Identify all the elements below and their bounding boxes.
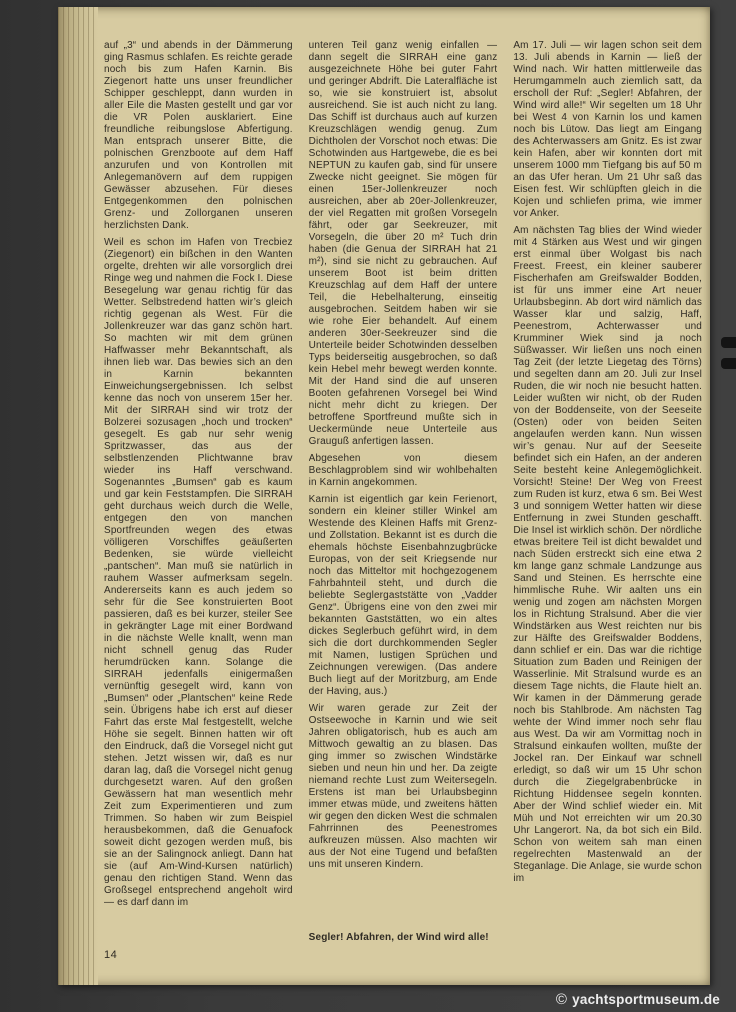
copyright-icon: ©	[555, 991, 568, 1008]
paragraph: Segler! Abfahren, der Wind wird alle!	[308, 932, 489, 943]
paragraph: Abgesehen von diesem Beschlagproblem sind wir wohlbehalten in Karnin angekommen.	[308, 453, 498, 488]
paragraph: Am 17. Juli — wir lagen schon seit dem 13. Juli abends in Karnin — ließ der Wind nach. Wir hatten mittlerweile das Herumgammeln auch ziemlich satt, da erscholl der Ruf: „Segler! Abfahren, der Wind wird alle!“ Wir segelten um 18 Uhr bei West 4 von Karnin los und kamen noch bis Lütow. Das liegt am Eingang des Achterwassers am Gnitz. Es ist zwar kein Hafen, aber wir konnten dort mit unserem 1000 mm Tiefgang bis auf 50 m an das Ufer heran. Um 21 Uhr saß das Eisen fest. Wir schlüpften gleich in die Kojen und schliefen prima, wie immer vor Anker.	[513, 40, 702, 219]
scan-edge-mark	[721, 337, 736, 348]
paragraph: auf „3“ und abends in der Dämmerung ging Rasmus schlafen. Es reichte gerade noch bis zum Hafen Karnin. Bis Ziegenort hatte uns unser freundlicher Schipper geschleppt, dann wurden in aller Eile die Masten gestellt und gar vor die VR Polen ausklariert. Eine freundliche reibungslose Abfertigung. Man entsprach unserer Bitte, die polnischen Grenzboote auf dem Haff anzurufen und von Kontrollen mit Anlegemanövern auf dem ruppigen Gewässer abzusehen. Für dieses Entgegenkommen den polnischen Grenz- und Zollorganen unseren herzlichsten Dank.	[104, 40, 293, 231]
watermark	[556, 992, 720, 1007]
paragraph: Weil es schon im Hafen von Trecbiez (Ziegenort) ein bißchen in den Wanten orgelte, drehten wir alle vorsorglich drei Ringe weg und nahmen die Fock I. Diese Besegelung war genau richtig für das Wetter. Selbstredend hatten wir’s gleich richtig gegenan als West. Für die Jollenkreuzer war das ganz schön hart. So machten wir mit dem grünen Haffwasser mehr Bekanntschaft, als ihnen lieb war. Das bewies sich an den in Karnin bekannten Einweichungsergebnissen. Ich selbst kenne das noch von unserem 15er her. Mit der SIRRAH sind wir trotz der Bolzerei sozusagen „hoch und trocken“ gesegelt. Es gab nur sehr wenig Spritzwasser, das aus der selbstlenzenden Plichtwanne brav wieder ins Haff verschwand. Sogenanntes „Bumsen“ gab es kaum und gar kein Feststampfen. Die SIRRAH geht durchaus weich durch die Welle, entgegen den von manchen Sportfreunden wegen des etwas völligeren Vorschiffes geäußerten Bedenken, sie würde vielleicht „pantschen“. Man muß sie natürlich in rauhem Wasser aufmerksam segeln. Andererseits kann es auch jedem so sehr für die See konstruierten Boot passieren, daß es bei kurzer, steiler See in gekrängter Lage mit einer Bordwand in die nächste Welle knallt, wenn man nicht schnell genug das Ruder herumdrücken kann. Solange die SIRRAH jedenfalls einigermaßen vernünftig gesegelt wird, kann von „Bumsen“ oder „Plantschen“ keine Rede sein. Übrigens habe ich erst auf dieser Fahrt das erste Mal festgestellt, welche Höhe sie segelt. Binnen hatten wir oft den Eindruck, daß die Vorsegel nicht gut stehen. Jetzt wissen wir, daß es nur daran lag, daß die Vorsegel nicht genug durchgesetzt waren. Auf den großen Gewässern hat man wesentlich mehr Zeit zum Experimentieren und zum Trimmen. So haben wir zum Beispiel herausbekommen, daß die Genuafock soweit dicht gezogen werden muß, bis sie an der Salingnock anliegt. Dann hat sie (auf Am-Wind-Kursen natürlich) genau den richtigen Stand. Wenn das Großsegel entsprechend angeholt wird — es darf dann im	[104, 237, 293, 908]
page-edge	[58, 7, 98, 985]
text-column-2	[309, 40, 498, 946]
paragraph: Wir waren gerade zur Zeit der Ostseewoche in Karnin und wie seit Jahren obligatorisch, hub es auch am Mittwoch gewaltig an zu blasen. Das ging immer so zwischen Windstärke sieben und neun hin und her. Da zeigte niemand rechte Lust zum Weitersegeln. Erstens ist man bei Urlaubsbeginn immer etwas müde, und zweitens hätten wir gegen den dicken West die schmalen Fahrrinnen des Peenestromes aufkreuzen müssen. Also machten wir aus der Not eine Tugend und befaßten uns mit unseren Kindern.	[308, 703, 498, 870]
page-content	[104, 40, 702, 946]
page-number: 14	[104, 949, 118, 961]
text-column-1	[104, 40, 293, 946]
magazine-page	[58, 7, 710, 985]
paragraph: unteren Teil ganz wenig einfallen — dann segelt die SIRRAH eine ganz ausgezeichnete Höhe bei guter Fahrt und geringer Abdrift. Die Lateralfläche ist so, wie sie konstruiert ist, absolut ausreichend. Sie ist auch nicht zu lang. Das Schiff ist durchaus auch auf kurzen Kreuzschlägen wendig genug. Zum Dichtholen der Vorschot noch etwas: Die Schotwinden aus Hartgewebe, die es bei NEPTUN zu kaufen gab, sind für unsere Zwecke nicht geeignet. Sie mögen für einen 15er-Jollenkreuzer noch ausreichen, aber ab 20er-Jollenkreuzer, der viel Regatten mit großen Vorsegeln fährt, oder gar Seekreuzer, mit Vorsegeln, die über 20 m² Tuch drin haben (die Genua der SIRRAH hat 21 m²), sind sie nicht zu gebrauchen. Auf unserem Boot ist beim dritten Kreuzschlag auf dem Haff der untere Teil, die Hebelhalterung, einseitig ausgebrochen. Seitdem haben wir sie wie rohe Eier behandelt. Auf einem anderen 30er-Seekreuzer sind die Unterteile beider Schotwinden desselben Typs beiderseitig ausgebrochen, so daß kein Hebel mehr bewegt werden konnte. Mit der Hand sind die auf unseren Booten gefahrenen Vorsegel bei Wind nicht mehr dicht zu kriegen. Der betroffene Sportfreund mußte sich in Ueckermünde neue Unterteile aus Grauguß anfertigen lassen.	[308, 40, 498, 447]
paragraph: Am nächsten Tag blies der Wind wieder mit 4 Stärken aus West und wir gingen erst einmal über Wolgast bis nach Freest. Freest, ein kleiner sauberer Fischerhafen am Greifswalder Bodden, ist für uns immer eine Art neuer Urlaubsbeginn. Ab dort wird nämlich das Wasser klar und salzig, Haff, Peenestrom, Achterwasser und Krumminer Wiek sind ja noch Süßwasser. Wir ließen uns noch einen Tag Zeit (der letzte Liegetag des Törns) und segelten dann am 20. Juli zur Insel Ruden, die wir noch nie besucht hatten. Leider wußten wir nicht, ob der Ruden von der Boddenseite, von der Seeseite (Osten) oder von beiden Seiten angelaufen werden kann. Nun wissen wir’s genau. Nur auf der Seeseite befindet sich ein Hafen, an der anderen Seite besteht keine Anlegemöglichkeit. Vorsicht! Steine! Der Weg von Freest zum Ruden ist kurz, etwa 6 sm. Bei West 3 und sonnigem Wetter hatten wir diese Entfernung in zwei Stunden geschafft. Die Insel ist wirklich schön. Der nördliche etwas breitere Teil ist dicht bewaldet und nach Süden erstreckt sich eine etwa 2 km lange ganz schmale Landzunge aus Sand und Steinen. Es herrschte eine himmlische Ruhe. Wir aalten uns ein wenig und zogen am nächsten Morgen los in Richtung Stralsund. Aber die vier Windstärken aus West reichten nur bis zur Hälfte des Greifswalder Boddens, dann schlief er ein. Das war die richtige Situation zum Baden und Reinigen der Wasserlinie. Mit Stralsund wurde es an diesem Tage nichts, die Flaute hielt an. Wir kamen in der Dämmerung gerade noch bis Stahlbrode. Am nächsten Tag wehte der Wind immer noch sehr flau aus West. Da wir am Vormittag noch in Stralsund einkaufen wollten, mußte der Jockel ran. Der Einkauf war schnell erledigt, so daß wir um 15 Uhr schon durch die Ziegelgrabenbrücke in Richtung Hiddensee segeln konnten. Aber der Wind schlief wieder ein. Mit Müh und Not erreichten wir um 20.30 Uhr Langerort. Na, da bot sich ein Bild. Schon von weitem sah man einen regelrechten Mastenwald an der Steganlage. Die Anlage, sie wurde schon im	[513, 225, 702, 884]
watermark-text: yachtsportmuseum.de	[572, 992, 720, 1007]
scan-edge-mark	[721, 358, 736, 369]
paragraph: Karnin ist eigentlich gar kein Ferienort, sondern ein kleiner stiller Winkel am Westende des Kleinen Haffs mit Grenz- und Zollstation. Bekannt ist es durch die ehemals höchste Eisenbahnzugbrücke Europas, von der seit Kriegsende nur noch das Mitteltor mit hochgezogenem Fahrbahnteil steht, und durch die beliebte Seglergaststätte von „Vadder Genz“. Übrigens eine von den zwei mir bekannten Gaststätten, wo ein altes dickes Seglerbuch geführt wird, in dem sich die dort durchkommenden Segler mit Namen, lustigen Sprüchen und Zeichnungen verewigen. (Das andere Buch liegt auf der Moritzburg, am Ende der Having, aus.)	[308, 494, 498, 697]
text-column-3	[513, 40, 702, 946]
